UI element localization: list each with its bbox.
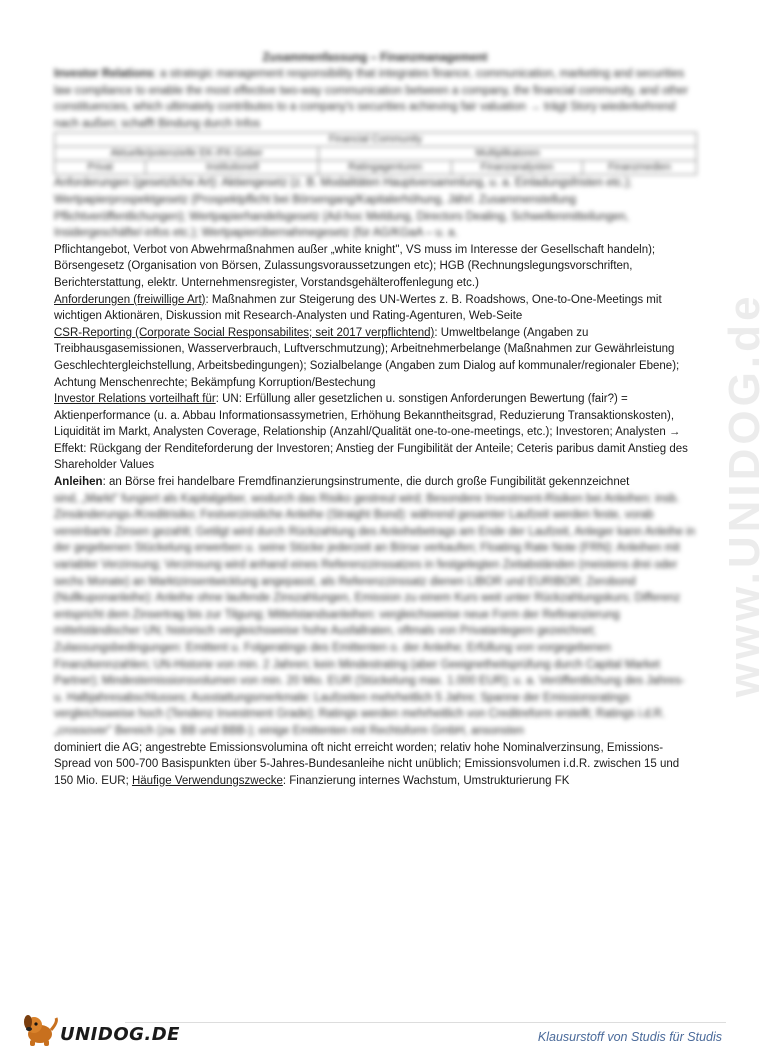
freiwillig-label: Anforderungen (freiwillige Art) [54, 293, 206, 306]
table-cell: Institutionell [146, 161, 319, 175]
page-title: Zusammenfassung – Finanzmanagement [262, 52, 488, 64]
csr-text: : Umweltbelange (Angaben zu Treibhausgasemissionen, Wasserverbrauch, Luftverschmutzung); Arbeitnehmerbelange (Maßnahmen zur Gewährleistung Geschlechtergleichstellung, Arbeitsbedingungen); Sozialbelange (Angaben zum Dialog auf kommunaler/regionaler Ebene); Achtung Menschenrechte; Bekämpfung Korruption/Bestechung [54, 326, 680, 389]
anleihen-paragraph [54, 474, 696, 491]
table-cell: Privat [55, 161, 146, 175]
unidog-logo [22, 1012, 180, 1046]
clear-text-2: dominiert die AG; angestrebte Emissionsvolumina oft nicht erreicht worden; relativ hohe Nominalverzinsung, Emissions-Spread von 500-700 Basispunkten über 5-Jahres-Bundesanleihe nicht unüblich; Emissionsvolumen i.d.R. zwischen 15 und 150 Mio. EUR; [54, 741, 680, 787]
table-header: Financial Community [55, 133, 697, 147]
footer-divider [125, 1022, 726, 1023]
freiwillig-text: : Maßnahmen zur Steigerung des UN-Wertes z. B. Roadshows, One-to-One-Meetings mit wichtigen Aktionären, Diskussion mit Research-Analysten und Rating-Agenturen, Web-Seite [54, 293, 662, 323]
ir-paragraph [54, 391, 696, 474]
footer-tagline: Klausurstoff von Studis für Studis [537, 1030, 722, 1044]
intro-text: a strategic management responsibility that integrates finance, communication, marketing and securities law compliance to enable the most effective two-way communication between a company, the financial community, and other constituencies, which ultimately contributes to a company's securities achieving fair valuation → trägt Story wiederkehrend nach außen; schafft Bindung durch Infos [54, 68, 689, 130]
ir-label: Investor Relations vorteilhaft für [54, 393, 216, 406]
verwendung-text: : Finanzierung internes Wachstum, Umstrukturierung FK [282, 774, 570, 787]
freiwillig-paragraph [54, 292, 696, 325]
verwendung-label: Häufige Verwendungszwecke [131, 774, 283, 787]
anleihen-label: Anleihen [54, 476, 103, 489]
table-cell: Ratingagenturen [319, 161, 452, 175]
document-page [54, 52, 696, 789]
clear-paragraph-2 [54, 740, 696, 790]
csr-paragraph [54, 325, 696, 391]
table-cell: Finanzanalysten [452, 161, 583, 175]
dog-icon [22, 1012, 62, 1048]
watermark [700, 270, 769, 720]
intro-label: Investor Relations [54, 68, 154, 80]
blurred-paragraph-2: sind, „Markt" fungiert als Kapitalgeber, wodurch das Risiko gestreut wird; Besondere Investment-Risiken bei Anleihen: insb. Zinsänderungs-/Kreditrisiko; Festverzinsliche Anleihe (Straight Bond): während gesamter Laufzeit werden feste, vorab vereinbarte Zinsen gezahlt; Getilgt wird durch Rückzahlung des Anleihebetrags am Ende der Laufzeit, Anleger kann Anleihe in der gegebenen Stückelung erwerben u. seine Stücke jederzeit an Börse verkaufen; Floating Rate Note (FRN): Anleihen mit variabler Verzinsung; Verzinsung wird anhand eines Referenzzinssatzes in festgelegten Zeitabständen (meistens drei oder sechs Monate) an Marktzinsentwicklung angepasst, als Referenzzinssatz dienen LIBOR und EURIBOR; Zerobond (Nullkuponanleihe): Anleihe ohne laufende Zinszahlungen, Emission zu einem Kurs weit unter Rückzahlungskurs; Differenz entspricht dem Zinsertrag bis zur Tilgung; Mittelstandsanleihen: vergleichsweise neue Form der Refinanzierung mittelständischer UN; historisch vergleichsweise hohe Ausfallraten, oftmals von Privatanlegern gezeichnet; Zulassungsbedingungen: Emittent u. Folgeratings des Emittenten o. der Anleihe; Erfüllung von vorgegebenen Finanzkennzahlen; UN-Historie von min. 2 Jahren; kein Mindestrating (aber Geeignetheitsprüfung durch Capital Market Partner); Mindestemissionsvolumen von min. 20 Mio. EUR (Stückelung max. 1.000 EUR); u. a. Veröffentlichung des Jahres- u. Halbjahresabschlusses; Ausstattungsmerkmale: Laufzeiten mehrheitlich 5 Jahre; Spanne der Emissionsratings vergleichsweise hoch (Tendenz Investment Grade); Ratings werden mehrheitlich von Creditreform erstellt; Ratings i.d.R. „crossover" Bereich (zw. BB und BBB-); einige Emittenten mit Rechtsform GmbH, ansonsten [54, 492, 696, 737]
table-cell: Multiplikatoren [319, 147, 697, 161]
anleihen-text: : an Börse frei handelbare Fremdfinanzierungsinstrumente, die durch große Fungibilität gekennzeichnet [102, 476, 630, 489]
table-cell: Aktuelle/potenzielle EK-/FK-Geber [55, 147, 319, 161]
financial-community-table [54, 132, 697, 175]
intro-paragraph: Investor Relations: a strategic management responsibility that integrates finance, communication, marketing and securities law compliance to enable the most effective two-way communication between a company, the financial community, and other constituencies, which ultimately contributes to a company's securities achieving fair valuation → trägt Story wiederkehrend nach außen; schafft Bindung durch Infos [54, 68, 689, 130]
csr-label: CSR-Reporting (Corporate Social Responsabilites; seit 2017 verpflichtend) [54, 326, 435, 339]
blurred-paragraph-1: Anforderungen (gesetzliche Art): Aktiengesetz (z. B. Modalitäten Hauptversammlung, u. a. Einladungsfristen etc.); Wertpapierprospektgesetz (Prospektpflicht bei Börsengang/Kapitalerhöhung, Jährl. Zusammenstellung Pflichtveröffentlichungen); Wertpapierhandelsgesetz (Ad-hoc Meldung, Directors Dealing, Schwellenmitteilungen, Insidergeschäfte/-infos etc.); Wertpapierübernahmegesetz (für AG/KGaA – u. a. [54, 177, 632, 240]
ir-text: : UN: Erfüllung aller gesetzlichen u. sonstigen Anforderungen Bewertung (fair?) = Aktienperformance (u. a. Abbau Informationsassymetrien, Erhöhung Bekanntheitsgrad, Reduzierung Transaktionskosten), Liquidität im Markt, Analysten Coverage, Relationship (Anzahl/Qualität one-to-one-meetings, etc.); Investoren; Analysten → Effekt: Rückgang der Renditeforderung der Investoren; Anstieg der Fungibilität der Anteile; Ceteris paribus damit Anstieg des Shareholder Values [54, 393, 688, 472]
clear-paragraph-1: Pflichtangebot, Verbot von Abwehrmaßnahmen außer „white knight", VS muss im Interesse der Gesellschaft handeln); Börsengesetz (Organisation von Börsen, Zulassungsvoraussetzungen etc); HGB (Rechnungslegungsvorschriften, Berichterstattung, elektr. Unternehmensregister, Vorstandsgehälteroffenlegung etc.) [54, 243, 656, 289]
watermark-text: www.UNIDOG.de [720, 292, 769, 698]
logo-text: UNIDOG.DE [60, 1024, 180, 1045]
table-cell: Finanzmedien [582, 161, 696, 175]
